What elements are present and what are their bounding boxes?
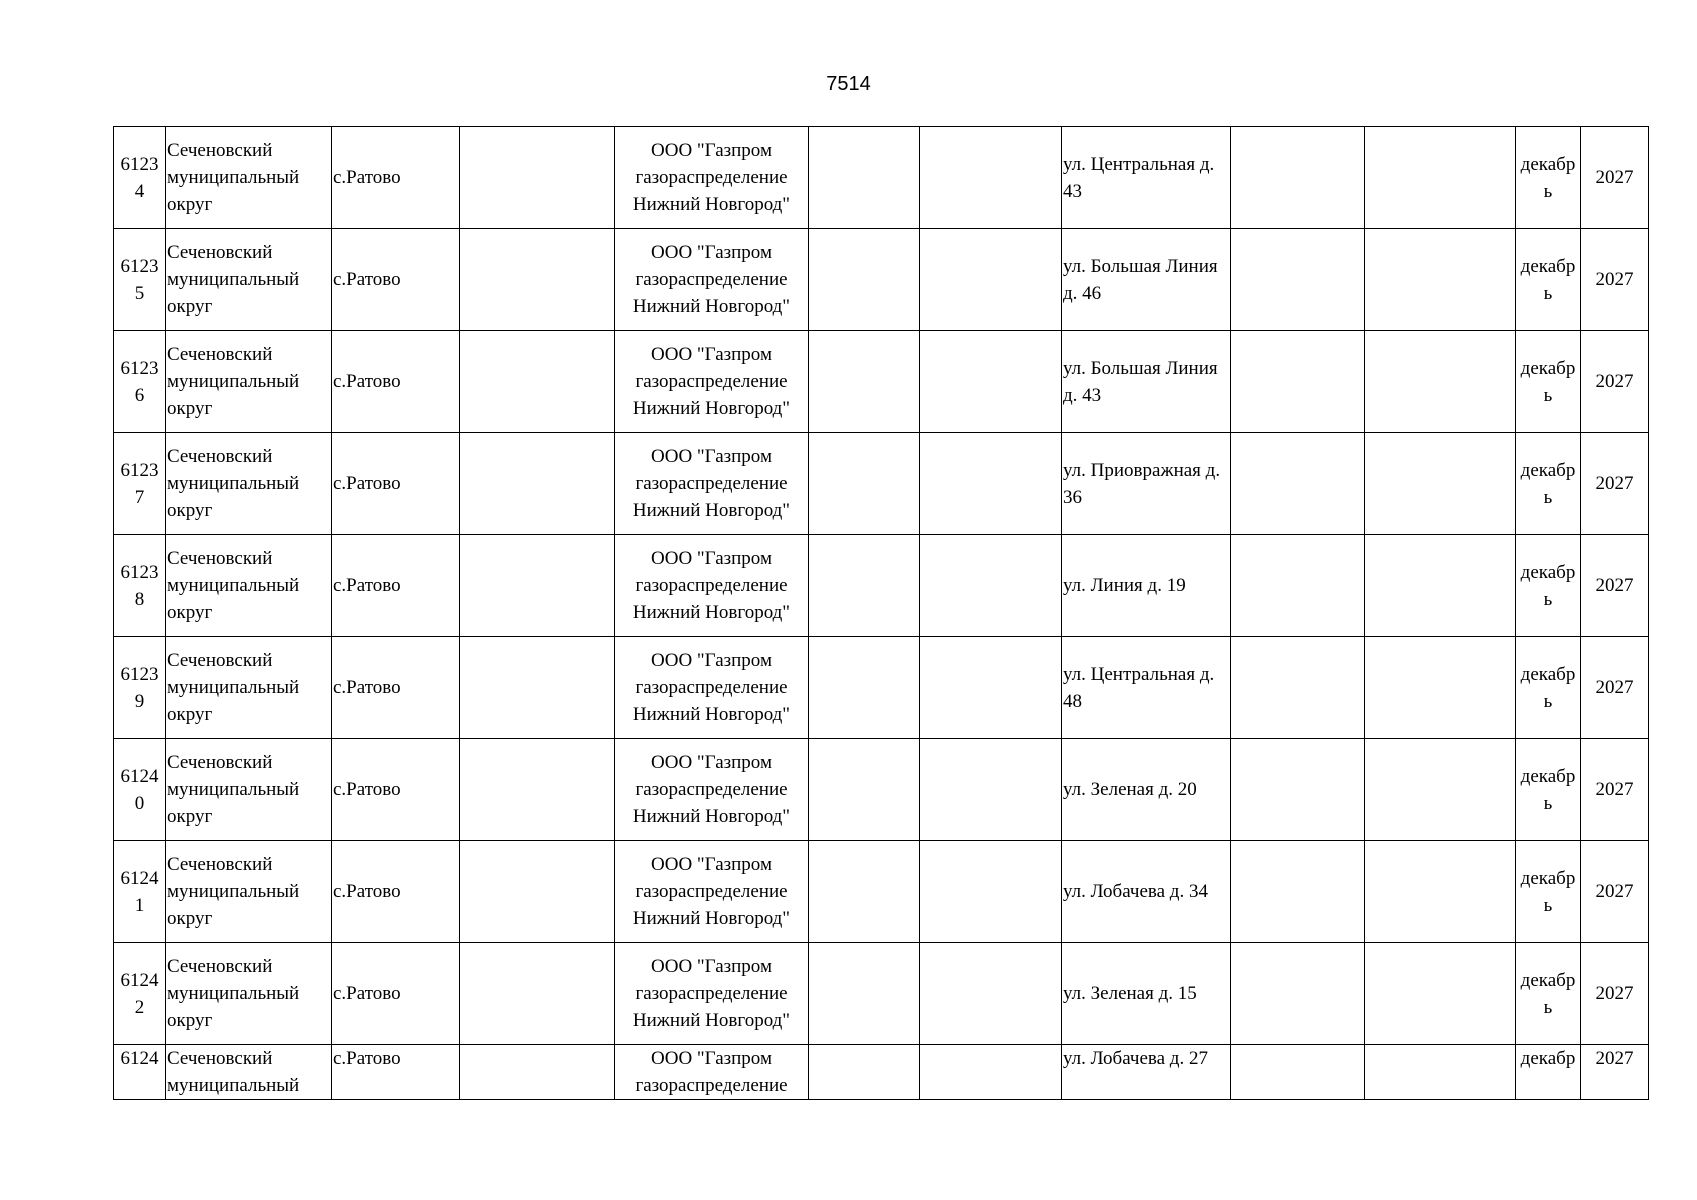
cell-number-part: 6123 [120, 255, 159, 277]
cell-empty-5 [1365, 943, 1516, 1045]
cell-empty-5 [1365, 841, 1516, 943]
cell-month-part: ь [1543, 894, 1553, 916]
table-body [114, 127, 1649, 1100]
cell-address: ул. Линия д. 19 [1062, 535, 1231, 637]
cell-year: 2027 [1581, 739, 1649, 841]
cell-number [114, 127, 166, 229]
cell-month [1516, 331, 1581, 433]
cell-district: Сеченовский муниципальный округ [166, 433, 332, 535]
cell-month [1516, 943, 1581, 1045]
cell-empty-2 [809, 229, 920, 331]
cell-month-part: ь [1543, 282, 1553, 304]
cell-number [114, 637, 166, 739]
cell-empty-2 [809, 127, 920, 229]
cell-month-part: декабр [1520, 765, 1576, 787]
cell-empty-5 [1365, 739, 1516, 841]
cell-empty-1 [460, 943, 615, 1045]
cell-number-part: 6124 [120, 969, 159, 991]
cell-address: ул. Зеленая д. 20 [1062, 739, 1231, 841]
cell-year: 2027 [1581, 841, 1649, 943]
cell-empty-5 [1365, 535, 1516, 637]
cell-district: Сеченовский муниципальный округ [166, 943, 332, 1045]
cell-month [1516, 637, 1581, 739]
cell-year: 2027 [1581, 1045, 1649, 1100]
cell-year: 2027 [1581, 943, 1649, 1045]
cell-address: ул. Большая Линия д. 46 [1062, 229, 1231, 331]
cell-number-part: 6124 [120, 1048, 159, 1069]
table-row [114, 127, 1649, 229]
cell-address: ул. Приовражная д. 36 [1062, 433, 1231, 535]
cell-empty-2 [809, 739, 920, 841]
cell-year: 2027 [1581, 433, 1649, 535]
cell-village: с.Ратово [332, 739, 460, 841]
cell-empty-1 [460, 1045, 615, 1100]
cell-month-part: ь [1543, 588, 1553, 610]
cell-number [114, 331, 166, 433]
cell-organization: ООО "Газпром газораспределение Нижний Новгород" [615, 535, 809, 637]
cell-number [114, 943, 166, 1045]
cell-empty-4 [1231, 739, 1365, 841]
cell-empty-3 [920, 433, 1062, 535]
cell-year: 2027 [1581, 127, 1649, 229]
cell-empty-5 [1365, 637, 1516, 739]
cell-month-part: декабр [1520, 255, 1576, 277]
cell-village: с.Ратово [332, 127, 460, 229]
cell-empty-4 [1231, 1045, 1365, 1100]
cell-month-part: декабр [1520, 561, 1576, 583]
table-row [114, 229, 1649, 331]
cell-empty-1 [460, 331, 615, 433]
cell-address: ул. Зеленая д. 15 [1062, 943, 1231, 1045]
cell-village: с.Ратово [332, 535, 460, 637]
cell-empty-5 [1365, 433, 1516, 535]
cell-number-part: 6123 [120, 459, 159, 481]
cell-empty-2 [809, 943, 920, 1045]
cell-year: 2027 [1581, 535, 1649, 637]
cell-empty-4 [1231, 433, 1365, 535]
cell-organization: ООО "Газпром газораспределение [615, 1045, 809, 1100]
table-row [114, 433, 1649, 535]
cell-village: с.Ратово [332, 841, 460, 943]
cell-district: Сеченовский муниципальный округ [166, 637, 332, 739]
cell-number-part: 7 [134, 486, 145, 508]
cell-empty-4 [1231, 535, 1365, 637]
cell-empty-3 [920, 127, 1062, 229]
registry-table [113, 126, 1649, 1100]
cell-empty-2 [809, 433, 920, 535]
cell-organization: ООО "Газпром газораспределение Нижний Новгород" [615, 331, 809, 433]
cell-month [1516, 739, 1581, 841]
cell-month-part: декабр [1520, 357, 1576, 379]
cell-month-part: ь [1543, 996, 1553, 1018]
cell-empty-1 [460, 433, 615, 535]
cell-month [1516, 229, 1581, 331]
cell-empty-3 [920, 943, 1062, 1045]
cell-empty-2 [809, 535, 920, 637]
cell-number-part: 6123 [120, 663, 159, 685]
cell-organization: ООО "Газпром газораспределение Нижний Новгород" [615, 433, 809, 535]
cell-empty-2 [809, 841, 920, 943]
cell-address: ул. Центральная д. 48 [1062, 637, 1231, 739]
cell-number [114, 1045, 166, 1100]
cell-organization: ООО "Газпром газораспределение Нижний Новгород" [615, 637, 809, 739]
cell-empty-1 [460, 127, 615, 229]
cell-village: с.Ратово [332, 1045, 460, 1100]
cell-empty-3 [920, 739, 1062, 841]
cell-month [1516, 1045, 1581, 1100]
cell-district: Сеченовский муниципальный округ [166, 841, 332, 943]
cell-number-part: 2 [134, 996, 145, 1018]
cell-district: Сеченовский муниципальный округ [166, 127, 332, 229]
cell-number-part: 1 [134, 894, 145, 916]
cell-empty-3 [920, 229, 1062, 331]
cell-month-part: ь [1543, 690, 1553, 712]
cell-month [1516, 841, 1581, 943]
table-row [114, 331, 1649, 433]
cell-empty-5 [1365, 1045, 1516, 1100]
cell-empty-1 [460, 637, 615, 739]
cell-address: ул. Лобачева д. 34 [1062, 841, 1231, 943]
cell-district: Сеченовский муниципальный округ [166, 229, 332, 331]
cell-empty-4 [1231, 229, 1365, 331]
cell-number-part: 9 [134, 690, 145, 712]
cell-empty-3 [920, 331, 1062, 433]
cell-month-part: декабр [1520, 663, 1576, 685]
cell-year: 2027 [1581, 331, 1649, 433]
cell-number-part: 6123 [120, 153, 159, 175]
table-row [114, 841, 1649, 943]
cell-organization: ООО "Газпром газораспределение Нижний Новгород" [615, 229, 809, 331]
cell-number [114, 841, 166, 943]
cell-month-part: ь [1543, 384, 1553, 406]
cell-empty-2 [809, 637, 920, 739]
cell-number [114, 535, 166, 637]
cell-organization: ООО "Газпром газораспределение Нижний Новгород" [615, 127, 809, 229]
cell-district: Сеченовский муниципальный округ [166, 331, 332, 433]
cell-district: Сеченовский муниципальный округ [166, 739, 332, 841]
cell-empty-3 [920, 637, 1062, 739]
cell-organization: ООО "Газпром газораспределение Нижний Новгород" [615, 841, 809, 943]
table-row [114, 943, 1649, 1045]
cell-month-part: ь [1543, 792, 1553, 814]
cell-empty-4 [1231, 637, 1365, 739]
cell-number-part: 6123 [120, 357, 159, 379]
cell-month [1516, 433, 1581, 535]
cell-empty-1 [460, 841, 615, 943]
cell-village: с.Ратово [332, 637, 460, 739]
cell-empty-4 [1231, 127, 1365, 229]
cell-number [114, 739, 166, 841]
cell-month [1516, 127, 1581, 229]
cell-empty-4 [1231, 331, 1365, 433]
cell-district: Сеченовский муниципальный [166, 1045, 332, 1100]
cell-number-part: 0 [134, 792, 145, 814]
cell-empty-2 [809, 1045, 920, 1100]
cell-number [114, 229, 166, 331]
table-row [114, 535, 1649, 637]
cell-month-part: декабр [1520, 459, 1576, 481]
cell-month-part: декабр [1520, 867, 1576, 889]
cell-address: ул. Лобачева д. 27 [1062, 1045, 1231, 1100]
cell-village: с.Ратово [332, 331, 460, 433]
cell-month-part: декабр [1520, 969, 1576, 991]
cell-empty-3 [920, 535, 1062, 637]
cell-number-part: 6124 [120, 867, 159, 889]
cell-empty-2 [809, 331, 920, 433]
cell-number-part: 8 [134, 588, 145, 610]
cell-number-part: 6124 [120, 765, 159, 787]
cell-district: Сеченовский муниципальный округ [166, 535, 332, 637]
cell-month-part: ь [1543, 180, 1553, 202]
cell-organization: ООО "Газпром газораспределение Нижний Новгород" [615, 739, 809, 841]
cell-month-part: декабр [1520, 1048, 1576, 1069]
cell-empty-1 [460, 229, 615, 331]
cell-organization: ООО "Газпром газораспределение Нижний Новгород" [615, 943, 809, 1045]
cell-empty-5 [1365, 331, 1516, 433]
cell-number-part: 6 [134, 384, 145, 406]
cell-village: с.Ратово [332, 433, 460, 535]
cell-empty-5 [1365, 229, 1516, 331]
cell-address: ул. Большая Линия д. 43 [1062, 331, 1231, 433]
cell-village: с.Ратово [332, 229, 460, 331]
cell-empty-1 [460, 739, 615, 841]
cell-month-part: декабр [1520, 153, 1576, 175]
table-row [114, 637, 1649, 739]
cell-year: 2027 [1581, 637, 1649, 739]
cell-number-part: 5 [134, 282, 145, 304]
cell-address: ул. Центральная д. 43 [1062, 127, 1231, 229]
cell-empty-3 [920, 1045, 1062, 1100]
cell-empty-3 [920, 841, 1062, 943]
cell-year: 2027 [1581, 229, 1649, 331]
cell-village: с.Ратово [332, 943, 460, 1045]
page-number: 7514 [826, 73, 871, 95]
cell-empty-1 [460, 535, 615, 637]
table-row [114, 1045, 1649, 1100]
cell-number-part: 4 [134, 180, 145, 202]
cell-number-part: 6123 [120, 561, 159, 583]
cell-month [1516, 535, 1581, 637]
cell-month-part: ь [1543, 486, 1553, 508]
cell-number [114, 433, 166, 535]
cell-empty-5 [1365, 127, 1516, 229]
cell-empty-4 [1231, 841, 1365, 943]
cell-empty-4 [1231, 943, 1365, 1045]
table-row [114, 739, 1649, 841]
